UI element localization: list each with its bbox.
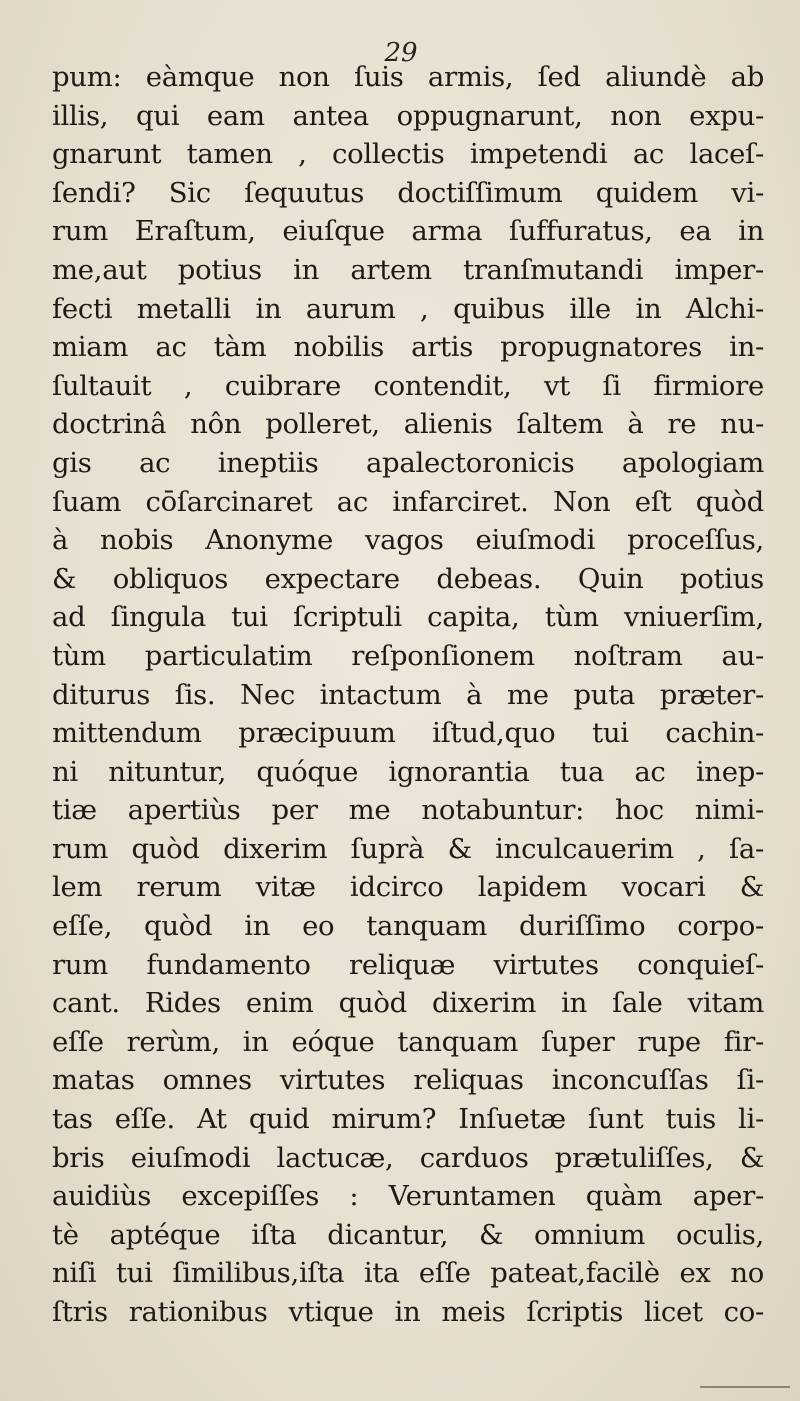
text-line: miam ac tàm nobilis artis propugnatores in-	[52, 331, 764, 364]
text-line: eſſe, quòd in eo tanquam duriſſimo corpo-	[52, 910, 764, 943]
text-line: illis, qui eam antea oppugnarunt, non expu-	[52, 99, 764, 132]
text-line: rum fundamento reliquæ virtutes conquieſ-	[52, 948, 764, 981]
text-line: gis ac ineptiis apalectoronicis apologiam	[52, 446, 764, 479]
text-line: gnarunt tamen , collectis impetendi ac laceſ-	[52, 138, 764, 171]
text-line: cant. Rides enim quòd dixerim in ſale vitam	[52, 987, 764, 1020]
text-line: diturus ſis. Nec intactum à me puta præter-	[52, 678, 764, 711]
text-line: ni nituntur, quóque ignorantia tua ac inep-	[52, 755, 764, 788]
text-line: & obliquos expectare debeas. Quin potius	[52, 562, 764, 595]
text-line: me,aut potius in artem tranſmutandi imper-	[52, 253, 764, 286]
text-line: eſſe rerùm, in eóque tanquam ſuper rupe fir-	[52, 1025, 764, 1058]
text-line: tùm particulatim reſponſionem noſtram au-	[52, 639, 764, 672]
text-line: tiæ apertiùs per me notabuntur: hoc nimi-	[52, 794, 764, 827]
text-line: ſtris rationibus vtique in meis ſcriptis licet co-	[52, 1296, 764, 1328]
text-line: auidiùs excepiſſes : Veruntamen quàm aper-	[52, 1180, 764, 1213]
bottom-rule	[700, 1386, 790, 1388]
text-line: tas eſſe. At quid mirum? Inſuetæ ſunt tuis li-	[52, 1103, 764, 1136]
text-line: ad ſingula tui ſcriptuli capita, tùm vniuerſim,	[52, 601, 764, 634]
text-line: bris eiuſmodi lactucæ, carduos prætuliſſes, &	[52, 1141, 764, 1174]
text-line: rum Eraſtum, eiuſque arma ſuffuratus, ea in	[52, 215, 764, 248]
text-line: tè aptéque iſta dicantur, & omnium oculis,	[52, 1218, 764, 1251]
text-line: matas omnes virtutes reliquas inconcuſſas ſi-	[52, 1064, 764, 1097]
text-line: ſultauit , cuibrare contendit, vt ſi firmiore	[52, 369, 764, 402]
text-line: doctrinâ nôn polleret, alienis ſaltem à re nu-	[52, 408, 764, 441]
body-text	[52, 58, 764, 1332]
text-line: rum quòd dixerim ſuprà & inculcauerim , ſa-	[52, 832, 764, 865]
text-line: lem rerum vitæ idcirco lapidem vocari &	[52, 871, 764, 904]
text-line: niſi tui ſimilibus,iſta ita eſſe pateat,facilè ex no	[52, 1257, 764, 1290]
text-line: fecti metalli in aurum , quibus ille in Alchi-	[52, 292, 764, 325]
page-number: 29	[384, 38, 418, 68]
text-line: ſuam cōſarcinaret ac infarciret. Non eſt quòd	[52, 485, 764, 518]
text-line: mittendum præcipuum iſtud,quo tui cachin-	[52, 717, 764, 750]
text-line: ſendi? Sic ſequutus doctiſſimum quidem vi-	[52, 176, 764, 209]
text-line: pum: eàmque non ſuis armis, ſed aliundè ab	[52, 61, 764, 93]
text-line: à nobis Anonyme vagos eiuſmodi proceſſus,	[52, 524, 764, 557]
